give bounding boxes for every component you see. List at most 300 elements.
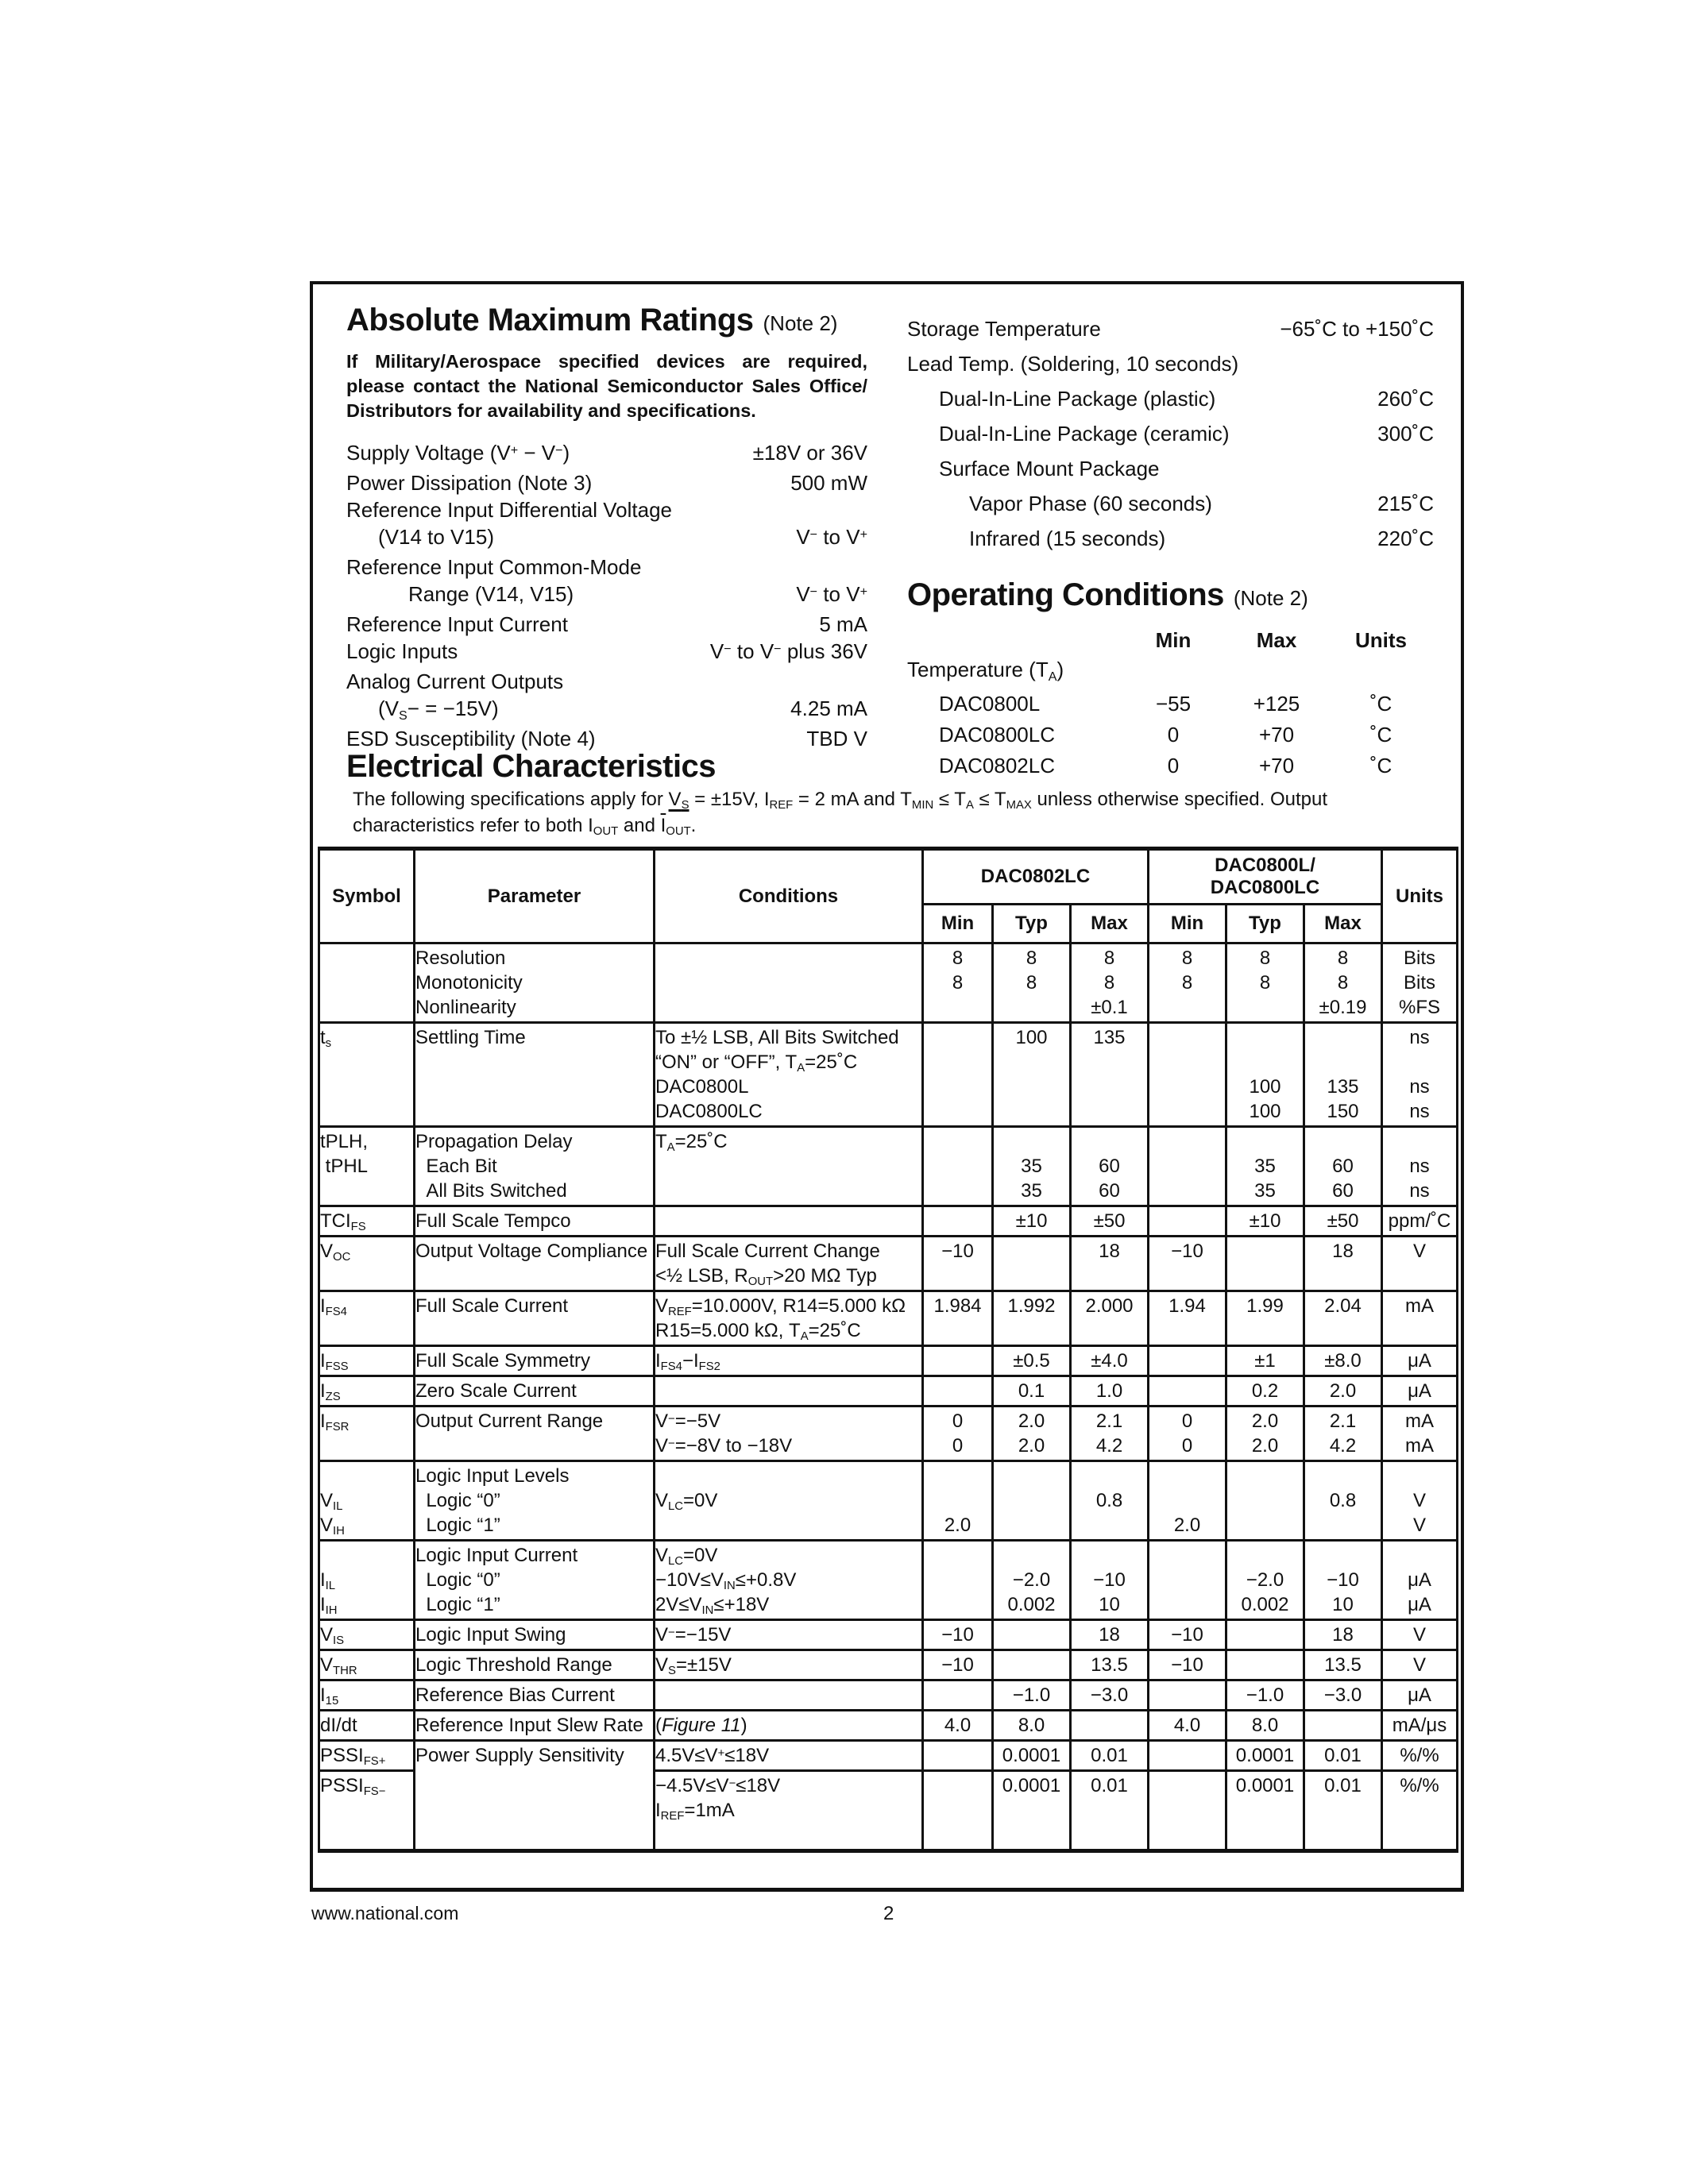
cell-line: 10 [1332,1594,1354,1615]
cell-line [1227,1318,1303,1343]
cell-line [1383,1464,1456,1488]
cell-line [1383,1823,1456,1847]
cell-line: −10 [941,1241,974,1262]
cell-line: $PSSI_{FS-}$ [320,1775,386,1799]
cell-cond [655,1346,923,1376]
oc-row-min: −55 [1155,692,1192,716]
cell-line: 2.1 [1095,1410,1123,1432]
cell-line: 4.5V≤V+≤18V [655,1745,770,1766]
header-typ: Typ [1226,905,1304,943]
cell-line [994,1264,1069,1288]
cell-t1 [993,1680,1071,1711]
cell-u [1382,943,1458,1023]
cell-m1 [923,943,993,1023]
cell-x2 [1304,1771,1382,1851]
oc-header-row [907,626,1434,654]
cell-u [1382,1346,1458,1376]
table-row [319,1376,1458,1406]
cell-m1 [923,1376,993,1406]
oc-header-spacer [907,626,1122,654]
cell-line: V [1412,1624,1426,1646]
spec-label: Logic Inputs [346,639,458,663]
spec-value: 4.25 mA [790,696,867,720]
spec-value: 220˚C [1377,527,1434,550]
spec-label: Analog Current Outputs [346,669,564,693]
spec-label: Reference Input Current [346,612,568,636]
cell-line [924,1179,991,1203]
spec-row [346,554,867,581]
cell-line [1072,1075,1147,1099]
cell-line: To ±½ LSB, All Bits Switched [655,1027,899,1048]
footer-page-number: 2 [883,1903,894,1924]
spec-value [862,496,867,523]
cell-line: 0.0001 [1235,1745,1295,1766]
header-max: Max [1304,905,1382,943]
cell-line: 0.1 [1018,1380,1045,1402]
cell-t2 [1226,1346,1304,1376]
cell-t2 [1226,1237,1304,1291]
oc-row-max [1225,654,1328,689]
cell-line: 8 [1259,972,1271,994]
cell-sym [319,1711,415,1741]
cell-sym [319,1650,415,1680]
cell-x1 [1071,1376,1149,1406]
spec-value [1428,346,1434,381]
cell-param [415,1541,655,1620]
cell-line [1305,1543,1381,1568]
table-row [319,1650,1458,1680]
cell-line [320,1179,413,1203]
cell-cond [655,1237,923,1291]
spec-label: Dual-In-Line Package (plastic) [939,387,1216,411]
cell-line [1227,1129,1303,1154]
cell-x2 [1304,1461,1382,1541]
cell-m1 [923,1291,993,1346]
cell-sym [319,1346,415,1376]
cell-line [1072,1713,1147,1738]
table-row [319,1461,1458,1541]
cell-line: V−=−8V to −18V [655,1435,793,1457]
cell-line: 2.000 [1085,1295,1134,1317]
cell-line: 8 [1103,972,1115,994]
cell-line [320,1075,413,1099]
cell-line [1305,1464,1381,1488]
cell-line [1149,1264,1225,1288]
abs-max-title [346,302,867,341]
cell-line: V [1412,1241,1426,1262]
cell-line [994,995,1069,1020]
cell-line [994,1075,1069,1099]
cell-line: $PSSI_{FS+}$ [320,1745,386,1769]
header-min: Min [1149,905,1226,943]
spec-label: Dual-In-Line Package (ceramic) [939,422,1230,446]
cell-line: $I_{REF}=1mA$ [655,1800,735,1823]
cell-u [1382,1711,1458,1741]
page-frame [310,281,1464,1892]
cell-line: 8 [1181,947,1193,969]
cell-line: ±0.19 [1319,997,1367,1018]
cell-line: $I_{FS4}$ [320,1295,347,1319]
spec-label: Range (V14, V15) [408,582,574,606]
cell-line [1383,1798,1456,1823]
oc-title-text: Operating Conditions [907,577,1224,612]
cell-m2 [1149,1127,1226,1206]
temperature-spec-list [907,311,1434,556]
cell-line [320,1050,413,1075]
cell-line [1227,995,1303,1020]
oc-row-units: ˚C [1369,723,1393,747]
cell-line: Logic Input Swing [415,1624,566,1646]
header-device-line: DAC0800L/ [1215,855,1315,876]
cell-line: 8 [1181,972,1193,994]
cell-line: 2.0 [1251,1410,1279,1432]
cell-line: 8 [1103,947,1115,969]
cell-line [1227,1623,1303,1647]
cell-line [1149,1099,1225,1124]
cell-line [1072,1099,1147,1124]
cell-line: Full Scale Tempco [415,1210,571,1232]
cell-u [1382,1237,1458,1291]
cell-line [994,1798,1069,1823]
cell-line [1149,995,1225,1020]
cell-line: 8 [1259,947,1271,969]
cell-x1 [1071,1461,1149,1541]
cell-line: V−=−5V [655,1410,721,1432]
spec-value: V− to V− plus 36V [709,639,867,663]
cell-m1 [923,1206,993,1237]
cell-line: 60 [1099,1180,1120,1202]
cell-line: All Bits Switched [415,1180,567,1202]
cell-line: $TCI_{FS}$ [320,1210,366,1234]
oc-row-max: +70 [1258,754,1295,778]
cell-line: mA/μs [1392,1715,1447,1736]
cell-x1 [1071,1127,1149,1206]
cell-line [1149,1349,1225,1373]
cell-x2 [1304,1620,1382,1650]
oc-row-max: +70 [1258,723,1295,747]
cell-x2 [1304,1346,1382,1376]
cell-param [415,1711,655,1741]
cell-line: $V_{LC}=0V$ [655,1490,718,1514]
cell-t1 [993,1741,1071,1771]
cell-line [320,1099,413,1124]
spec-row [907,311,1434,346]
cell-line [924,995,991,1020]
section-electrical-characteristics [320,748,1451,1853]
cell-t2 [1226,1206,1304,1237]
cell-x1 [1071,1771,1149,1851]
cell-t1 [993,1541,1071,1620]
cell-line [1149,1379,1225,1403]
cell-m1 [923,1127,993,1206]
cell-line [1383,1050,1456,1075]
spec-value: V− to V+ [796,582,867,606]
cell-line [655,1179,921,1203]
cell-cond [655,1680,923,1711]
cell-u [1382,1291,1458,1346]
cell-line: 8 [1026,972,1037,994]
cell-param [415,1461,655,1541]
cell-line [1072,1264,1147,1288]
spec-value: 260˚C [1377,387,1434,411]
cell-line [1305,1713,1381,1738]
spec-label: Reference Input Common-Mode [346,555,642,579]
cell-t2 [1226,1291,1304,1346]
cell-line: $V_{LC}=0V$ [655,1545,718,1569]
cell-line: tPHL [320,1156,369,1177]
cell-line [1227,1025,1303,1050]
cell-line: ns [1409,1027,1430,1048]
echar-table-header [319,849,1458,943]
cell-line: Reference Input Slew Rate [415,1715,643,1736]
cell-u [1382,1741,1458,1771]
cell-line [320,1264,413,1288]
cell-cond [655,1711,923,1741]
cell-t2 [1226,1376,1304,1406]
warning-line: please contact the National Semiconductor Sales Office/ [346,376,867,396]
cell-line [924,1129,991,1154]
cell-line [1149,1683,1225,1707]
cell-line: 0 [1181,1410,1193,1432]
cell-line: 1.0 [1095,1380,1123,1402]
cell-t2 [1226,943,1304,1023]
cell-line: −1.0 [1246,1684,1284,1706]
spec-value: V− to V+ [796,525,867,549]
cell-line: mA [1405,1435,1434,1457]
cell-line [994,1513,1069,1538]
cell-u [1382,1023,1458,1127]
cell-t2 [1226,1406,1304,1461]
cell-line: 100 [1015,1027,1048,1048]
cell-line: ±50 [1327,1210,1359,1232]
cell-x2 [1304,1237,1382,1291]
cell-line: 100 [1249,1101,1281,1122]
cell-m2 [1149,1541,1226,1620]
cell-param [415,1680,655,1711]
spec-label: Power Dissipation (Note 3) [346,471,593,495]
cell-line [1149,1592,1225,1617]
oc-row [907,751,1434,781]
cell-param [415,1650,655,1680]
cell-line: 35 [1254,1156,1276,1177]
cell-line: $V_S=\pm 15V$ [655,1654,732,1678]
cell-sym [319,1541,415,1620]
spec-label: Lead Temp. (Soldering, 10 seconds) [907,352,1239,376]
oc-row-label: DAC0802LC [939,754,1055,778]
cell-line: 2.0 [1018,1410,1045,1432]
cell-line: 2.1 [1329,1410,1357,1432]
cell-line [924,1798,991,1823]
cell-line [1149,1543,1225,1568]
oc-row-min: 0 [1167,723,1180,747]
oc-header-max: Max [1256,628,1297,652]
cell-line: “ON” or “OFF”, $T_A=25˚C$ [655,1051,858,1075]
cell-line [1149,1209,1225,1233]
cell-line: Full Scale Current Change [655,1241,880,1262]
cell-line: −3.0 [1323,1684,1362,1706]
cell-line [924,1050,991,1075]
cell-line [1149,1798,1225,1823]
cell-t1 [993,1620,1071,1650]
cell-line: ±4.0 [1091,1350,1128,1372]
cell-t1 [993,943,1071,1023]
cell-line [1227,1513,1303,1538]
cell-line [1227,1464,1303,1488]
abs-max-title-text: Absolute Maximum Ratings [346,303,754,338]
cell-t2 [1226,1461,1304,1541]
cell-line [1305,1823,1381,1847]
cell-t1 [993,1237,1071,1291]
cell-line [655,1379,921,1403]
operating-conditions-title [907,577,1434,616]
spec-label: Reference Input Differential Voltage [346,498,673,522]
cell-line [655,946,921,970]
cell-line [994,1653,1069,1677]
cell-t2 [1226,1541,1304,1620]
cell-m1 [923,1620,993,1650]
header-units: Units [1382,849,1458,943]
table-row [319,1406,1458,1461]
cell-line [1305,1318,1381,1343]
cell-line [655,1464,921,1488]
cell-line: 1.94 [1168,1295,1206,1317]
cell-m2 [1149,1711,1226,1741]
cell-u [1382,1650,1458,1680]
cell-line: 2.0 [1018,1435,1045,1457]
header-device-line: DAC0800LC [1210,877,1320,898]
cell-sym [319,1461,415,1541]
cell-line: $T_A=25˚C$ [655,1131,728,1155]
echar-intro-line: characteristics refer to both $I_{OUT}$ and $\overline{I}_{OUT}$. [353,815,697,839]
cell-x1 [1071,943,1149,1023]
cell-line: Propagation Delay [415,1131,573,1152]
cell-line [1227,1488,1303,1513]
cell-line: DAC0800LC [655,1101,763,1122]
cell-t1 [993,1650,1071,1680]
cell-u [1382,1206,1458,1237]
cell-line: 8 [1337,972,1349,994]
cell-line: Reference Bias Current [415,1684,615,1706]
table-row [319,943,1458,1023]
spec-row [346,611,867,638]
cell-line: −10 [1327,1569,1359,1591]
header-min: Min [923,905,993,943]
cell-param [415,1620,655,1650]
cell-m1 [923,1461,993,1541]
section-right-column [907,311,1434,781]
spec-value: 500 mW [790,471,867,495]
cell-x1 [1071,1206,1149,1237]
cell-m1 [923,1741,993,1771]
abs-max-spec-list [346,439,867,752]
cell-x1 [1071,1620,1149,1650]
cell-line: 0.01 [1324,1775,1362,1796]
cell-line: $I_{FSR}$ [320,1410,350,1434]
cell-cond [655,1127,923,1206]
cell-line: Output Voltage Compliance [415,1241,648,1262]
cell-line: 8.0 [1251,1715,1279,1736]
cell-line: R15=5.000 kΩ, $T_A=25˚C$ [655,1320,861,1344]
cell-x2 [1304,1023,1382,1127]
cell-line [924,1025,991,1050]
cell-line [1149,1318,1225,1343]
header-symbol: Symbol [319,849,415,943]
cell-line: 8 [952,972,964,994]
cell-line [994,1239,1069,1264]
spec-value: −65˚C to +150˚C [1280,317,1434,341]
cell-line: Bits [1403,947,1435,969]
cell-line [924,1464,991,1488]
cell-line: μA [1408,1569,1431,1591]
cell-line: 2.0 [1251,1435,1279,1457]
cell-line [1149,1773,1225,1798]
cell-line: 135 [1093,1027,1126,1048]
cell-param [415,943,655,1023]
table-row [319,1620,1458,1650]
cell-cond [655,1206,923,1237]
cell-line: tPLH, [320,1131,369,1152]
cell-m2 [1149,1206,1226,1237]
cell-t1 [993,1461,1071,1541]
cell-line [320,995,413,1020]
cell-line [924,1743,991,1768]
cell-line [1305,1129,1381,1154]
cell-line: Settling Time [415,1027,526,1048]
cell-u [1382,1461,1458,1541]
oc-row [907,689,1434,720]
spec-row [346,581,867,611]
cell-line [924,1209,991,1233]
cell-line: 100 [1249,1076,1281,1098]
cell-line [1227,1050,1303,1075]
cell-t1 [993,1711,1071,1741]
cell-line: Full Scale Symmetry [415,1350,591,1372]
cell-m2 [1149,1771,1226,1851]
cell-cond [655,943,923,1023]
warning-line: Distributors for availability and specifications. [346,400,756,421]
spec-row [346,469,867,496]
cell-line: −2.0 [1246,1569,1284,1591]
cell-line [1149,1075,1225,1099]
cell-t1 [993,1406,1071,1461]
cell-x2 [1304,1680,1382,1711]
cell-x1 [1071,1541,1149,1620]
cell-line [924,1773,991,1798]
cell-line [655,1683,921,1707]
cell-cond [655,1620,923,1650]
cell-m2 [1149,1741,1226,1771]
cell-x2 [1304,1291,1382,1346]
cell-line: $t_s$ [320,1027,332,1051]
oc-row-units: ˚C [1369,754,1393,778]
cell-line: Each Bit [415,1156,497,1177]
cell-line [1305,1050,1381,1075]
echar-intro [353,788,1435,840]
cell-line [924,1099,991,1124]
cell-param [415,1741,655,1851]
cell-sym [319,1771,415,1851]
oc-row-units: ˚C [1369,692,1393,716]
cell-line: ±8.0 [1324,1350,1362,1372]
cell-line [994,1099,1069,1124]
cell-m1 [923,1680,993,1711]
warning-line: If Military/Aerospace specified devices are required, [346,351,867,372]
cell-line [1072,1798,1147,1823]
cell-line: 1.992 [1007,1295,1056,1317]
cell-line: 0.8 [1329,1490,1357,1511]
cell-t2 [1226,1023,1304,1127]
cell-x1 [1071,1680,1149,1711]
